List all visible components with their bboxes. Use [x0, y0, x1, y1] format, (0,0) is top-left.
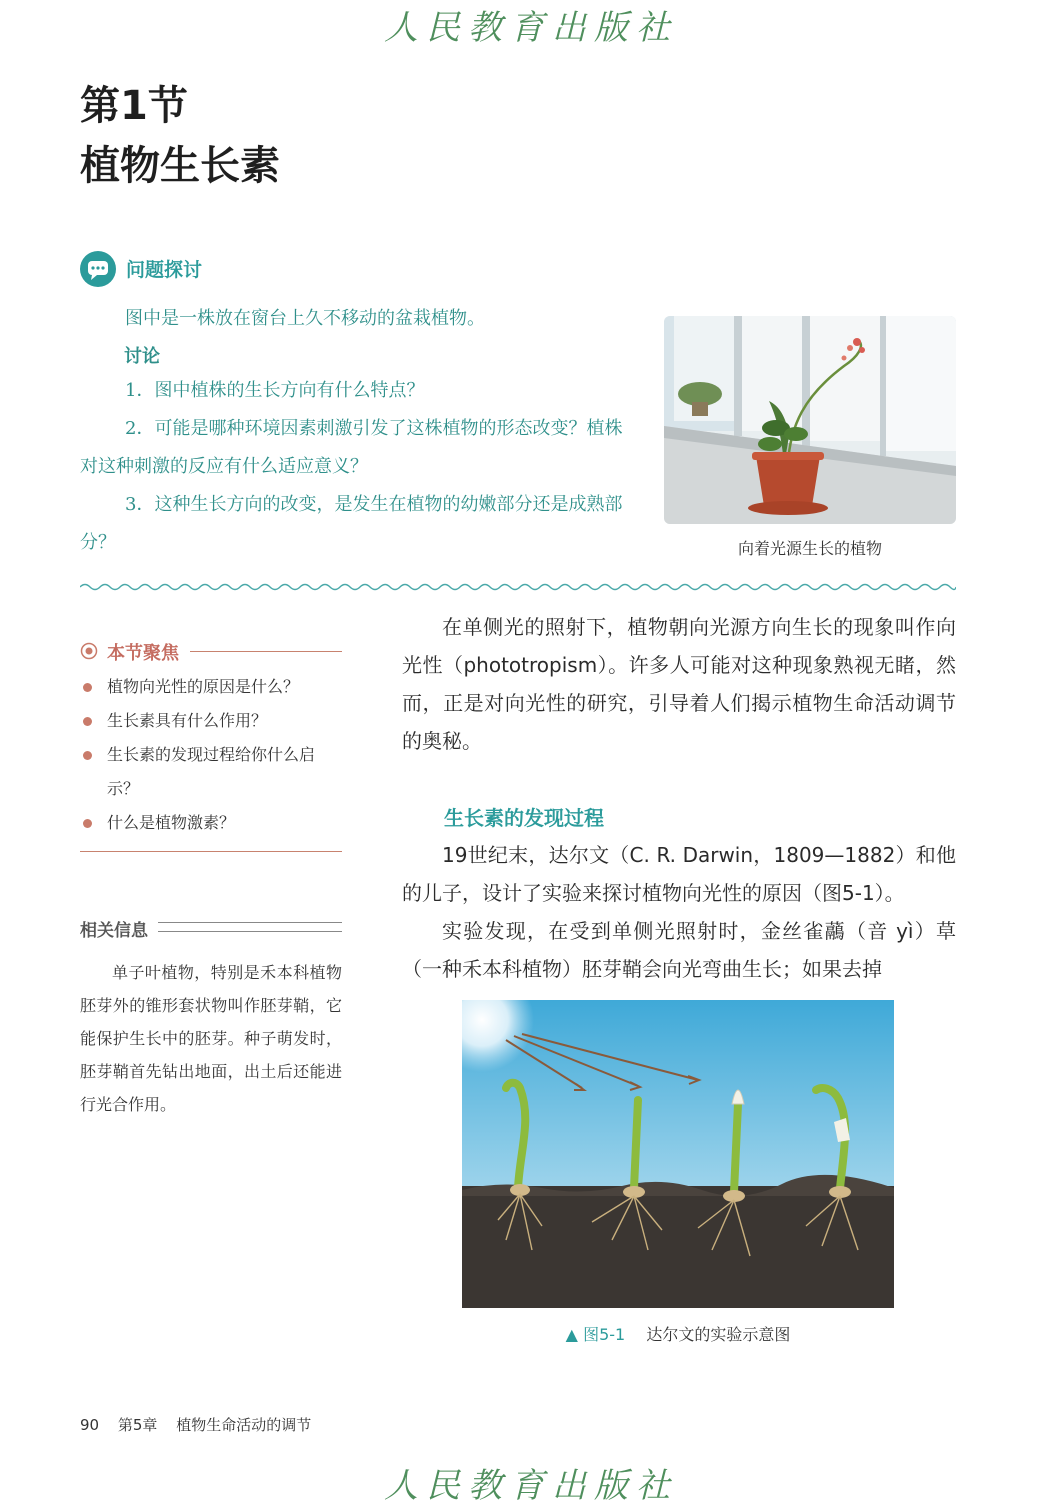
- page-number: 90: [80, 1416, 100, 1434]
- discussion-subheading: 讨论: [124, 346, 160, 367]
- focus-list: [80, 670, 342, 840]
- body-paragraph-1: 在单侧光的照射下，植物朝向光源方向生长的现象叫作向光性（phototropism）。许多人可能对这种现象熟视无睹，然而，正是对向光性的研究，引导着人们揭示植物生命活动调节的奥秘。: [402, 615, 956, 753]
- subsection-heading: 生长素的发现过程: [444, 806, 604, 830]
- discussion-heading: 问题探讨: [126, 259, 203, 281]
- discussion-question-3: 3．这种生长方向的改变，是发生在植物的幼嫩部分还是成熟部分？: [80, 494, 623, 553]
- target-icon: [80, 642, 98, 660]
- publisher-logo-bottom: 人民教育出版社: [384, 1466, 678, 1506]
- figure-number: 图5-1: [583, 1325, 626, 1344]
- info-text: 单子叶植物，特别是禾本科植物胚芽外的锥形套状物叫作胚芽鞘，它能保护生长中的胚芽。种子萌发时，胚芽鞘首先钻出地面，出土后还能进行光合作用。: [80, 963, 342, 1114]
- triangle-icon: ▲: [565, 1325, 578, 1344]
- focus-bottom-rule: [80, 851, 342, 852]
- discussion-intro: 图中是一株放在窗台上久不移动的盆栽植物。: [125, 308, 485, 329]
- focus-item: 生长素具有什么作用？: [80, 704, 342, 738]
- body-paragraph-2: 19世纪末，达尔文（C. R. Darwin，1809—1882）和他的儿子，设计了实验来探讨植物向光性的原因（图5-1）。: [402, 843, 956, 905]
- focus-item: 植物向光性的原因是什么？: [80, 670, 342, 704]
- chapter-number: 第5章: [117, 1416, 158, 1434]
- focus-item: 什么是植物激素？: [80, 806, 342, 840]
- focus-item: 生长素的发现过程给你什么启示？: [80, 738, 342, 806]
- discussion-question-2: 2．可能是哪种环境因素刺激引发了这株植物的形态改变？植株对这种刺激的反应有什么适应意义？: [80, 418, 623, 477]
- section-number: 第1节: [80, 83, 188, 129]
- figure-caption-text: 达尔文的实验示意图: [646, 1325, 791, 1344]
- publisher-logo-top: 人民教育出版社: [384, 8, 678, 48]
- windowsill-plant-photo: [664, 316, 956, 524]
- section-title: 植物生长素: [80, 143, 280, 189]
- focus-title: 本节聚焦: [107, 639, 185, 665]
- info-title-rule: [158, 922, 342, 932]
- body-paragraph-3: 实验发现，在受到单侧光照射时，金丝雀虉（音 yì）草（一种禾本科植物）胚芽鞘会向光弯曲生长；如果去掉: [402, 919, 956, 981]
- chapter-title: 植物生命活动的调节: [176, 1416, 312, 1434]
- wavy-divider: [80, 580, 956, 594]
- darwin-experiment-figure: [462, 1000, 894, 1308]
- focus-title-rule: [190, 651, 342, 652]
- discussion-question-1: 1．图中植株的生长方向有什么特点？: [125, 380, 425, 401]
- page-footer: [80, 1414, 325, 1435]
- chat-bubble-icon: [80, 251, 116, 287]
- photo-caption: 向着光源生长的植物: [737, 539, 882, 558]
- info-title: 相关信息: [80, 916, 154, 941]
- figure-caption: [462, 1322, 894, 1345]
